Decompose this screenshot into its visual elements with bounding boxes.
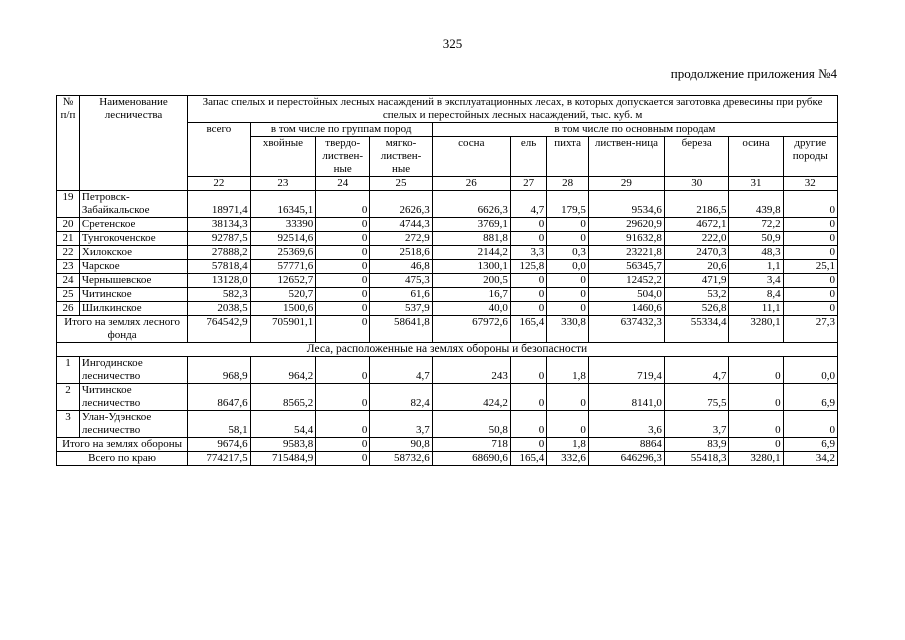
column-number: 28 xyxy=(547,177,589,191)
header-stock: Запас спелых и перестойных лесных насаждений в эксплуатационных лесах, в которых допускается заготовка древесины при рубке спелых и перестойных лесных насаждений, тыс. куб. м xyxy=(188,96,838,123)
value-cell: 4,7 xyxy=(370,357,432,384)
table-row xyxy=(57,384,838,411)
value-cell: 964,2 xyxy=(250,357,316,384)
header-fir: пихта xyxy=(547,137,589,177)
subtotal-defense-row xyxy=(57,438,838,452)
forestry-name: Чарское xyxy=(79,260,187,274)
value-cell: 0 xyxy=(316,191,370,218)
forestry-name: Хилокское xyxy=(79,246,187,260)
value-cell: 582,3 xyxy=(188,288,250,302)
forest-fund-rows xyxy=(57,191,838,316)
value-cell: 637432,3 xyxy=(588,316,664,343)
row-number: 3 xyxy=(57,411,80,438)
value-cell: 0 xyxy=(729,357,783,384)
value-cell: 165,4 xyxy=(510,452,546,466)
value-cell: 6,9 xyxy=(783,384,837,411)
header-other: другие породы xyxy=(783,137,837,177)
value-cell: 0 xyxy=(316,316,370,343)
page-number: 325 xyxy=(442,36,463,51)
value-cell: 0 xyxy=(510,438,546,452)
value-cell: 0 xyxy=(783,191,837,218)
value-cell: 0 xyxy=(547,218,589,232)
header-softwood: мягко-листвен-ные xyxy=(370,137,432,177)
value-cell: 8141,0 xyxy=(588,384,664,411)
value-cell: 29620,9 xyxy=(588,218,664,232)
value-cell: 0 xyxy=(729,438,783,452)
row-number: 22 xyxy=(57,246,80,260)
table-row xyxy=(57,246,838,260)
value-cell: 0,0 xyxy=(783,357,837,384)
value-cell: 1,1 xyxy=(729,260,783,274)
column-number: 25 xyxy=(370,177,432,191)
value-cell: 0 xyxy=(783,232,837,246)
header-aspen: осина xyxy=(729,137,783,177)
table-row xyxy=(57,218,838,232)
value-cell: 718 xyxy=(432,438,510,452)
value-cell: 330,8 xyxy=(547,316,589,343)
value-cell: 332,6 xyxy=(547,452,589,466)
header-coniferous: хвойные xyxy=(250,137,316,177)
value-cell: 0 xyxy=(316,260,370,274)
value-cell: 0,0 xyxy=(547,260,589,274)
header-birch: береза xyxy=(664,137,729,177)
value-cell: 646296,3 xyxy=(588,452,664,466)
forestry-name: Чернышевское xyxy=(79,274,187,288)
header-larch: листвен-ница xyxy=(588,137,664,177)
value-cell: 0 xyxy=(316,288,370,302)
value-cell: 27888,2 xyxy=(188,246,250,260)
value-cell: 0 xyxy=(510,288,546,302)
value-cell: 9583,8 xyxy=(250,438,316,452)
row-number: 25 xyxy=(57,288,80,302)
value-cell: 12652,7 xyxy=(250,274,316,288)
value-cell: 0 xyxy=(510,274,546,288)
value-cell: 471,9 xyxy=(664,274,729,288)
value-cell: 40,0 xyxy=(432,302,510,316)
value-cell: 50,8 xyxy=(432,411,510,438)
value-cell: 0 xyxy=(316,384,370,411)
value-cell: 18971,4 xyxy=(188,191,250,218)
value-cell: 1300,1 xyxy=(432,260,510,274)
column-number: 23 xyxy=(250,177,316,191)
value-cell: 92787,5 xyxy=(188,232,250,246)
value-cell: 243 xyxy=(432,357,510,384)
value-cell: 764542,9 xyxy=(188,316,250,343)
value-cell: 0 xyxy=(783,288,837,302)
defense-lands-rows xyxy=(57,357,838,438)
value-cell: 0 xyxy=(510,384,546,411)
header-name: Наименование лесничества xyxy=(79,96,187,191)
value-cell: 968,9 xyxy=(188,357,250,384)
value-cell: 2518,6 xyxy=(370,246,432,260)
value-cell: 58641,8 xyxy=(370,316,432,343)
forestry-name: Читинское xyxy=(79,288,187,302)
forest-stock-table xyxy=(56,95,838,466)
row-number: 20 xyxy=(57,218,80,232)
value-cell: 0 xyxy=(316,218,370,232)
value-cell: 200,5 xyxy=(432,274,510,288)
row-number: 24 xyxy=(57,274,80,288)
value-cell: 16,7 xyxy=(432,288,510,302)
column-number: 29 xyxy=(588,177,664,191)
value-cell: 8647,6 xyxy=(188,384,250,411)
value-cell: 90,8 xyxy=(370,438,432,452)
value-cell: 475,3 xyxy=(370,274,432,288)
value-cell: 0 xyxy=(510,218,546,232)
value-cell: 25,1 xyxy=(783,260,837,274)
value-cell: 3,7 xyxy=(664,411,729,438)
value-cell: 23221,8 xyxy=(588,246,664,260)
value-cell: 439,8 xyxy=(729,191,783,218)
value-cell: 424,2 xyxy=(432,384,510,411)
value-cell: 9534,6 xyxy=(588,191,664,218)
column-number: 32 xyxy=(783,177,837,191)
value-cell: 16345,1 xyxy=(250,191,316,218)
value-cell: 3,4 xyxy=(729,274,783,288)
value-cell: 3280,1 xyxy=(729,316,783,343)
column-number: 30 xyxy=(664,177,729,191)
row-number: 1 xyxy=(57,357,80,384)
value-cell: 57818,4 xyxy=(188,260,250,274)
value-cell: 4744,3 xyxy=(370,218,432,232)
row-number: 2 xyxy=(57,384,80,411)
value-cell: 11,1 xyxy=(729,302,783,316)
value-cell: 0 xyxy=(783,302,837,316)
value-cell: 27,3 xyxy=(783,316,837,343)
header-pine: сосна xyxy=(432,137,510,177)
table-row xyxy=(57,357,838,384)
value-cell: 0 xyxy=(547,302,589,316)
column-number: 31 xyxy=(729,177,783,191)
forestry-name: Сретенское xyxy=(79,218,187,232)
value-cell: 0 xyxy=(316,438,370,452)
value-cell: 25369,6 xyxy=(250,246,316,260)
value-cell: 0 xyxy=(547,274,589,288)
value-cell: 55418,3 xyxy=(664,452,729,466)
value-cell: 0 xyxy=(510,232,546,246)
forestry-name: Читинское лесничество xyxy=(79,384,187,411)
forestry-name: Шилкинское xyxy=(79,302,187,316)
value-cell: 179,5 xyxy=(547,191,589,218)
value-cell: 526,8 xyxy=(664,302,729,316)
value-cell: 48,3 xyxy=(729,246,783,260)
value-cell: 38134,3 xyxy=(188,218,250,232)
value-cell: 8565,2 xyxy=(250,384,316,411)
value-cell: 6626,3 xyxy=(432,191,510,218)
value-cell: 67972,6 xyxy=(432,316,510,343)
value-cell: 272,9 xyxy=(370,232,432,246)
value-cell: 33390 xyxy=(250,218,316,232)
value-cell: 0 xyxy=(510,411,546,438)
value-cell: 3,3 xyxy=(510,246,546,260)
value-cell: 1,8 xyxy=(547,438,589,452)
value-cell: 53,2 xyxy=(664,288,729,302)
table-row xyxy=(57,274,838,288)
total-region-row xyxy=(57,452,838,466)
value-cell: 719,4 xyxy=(588,357,664,384)
value-cell: 222,0 xyxy=(664,232,729,246)
header-by-species: в том числе по основным породам xyxy=(432,123,837,137)
value-cell: 34,2 xyxy=(783,452,837,466)
value-cell: 68690,6 xyxy=(432,452,510,466)
value-cell: 92514,6 xyxy=(250,232,316,246)
table-row xyxy=(57,232,838,246)
value-cell: 520,7 xyxy=(250,288,316,302)
value-cell: 0 xyxy=(729,384,783,411)
forestry-name: Ингодинское лесничество xyxy=(79,357,187,384)
value-cell: 0 xyxy=(783,274,837,288)
value-cell: 165,4 xyxy=(510,316,546,343)
value-cell: 58732,6 xyxy=(370,452,432,466)
header-num: № п/п xyxy=(57,96,80,191)
value-cell: 537,9 xyxy=(370,302,432,316)
value-cell: 12452,2 xyxy=(588,274,664,288)
value-cell: 55334,4 xyxy=(664,316,729,343)
table-row xyxy=(57,260,838,274)
value-cell: 2144,2 xyxy=(432,246,510,260)
header-row-1 xyxy=(57,96,838,123)
value-cell: 774217,5 xyxy=(188,452,250,466)
forestry-name: Петровск-Забайкальское xyxy=(79,191,187,218)
row-number: 21 xyxy=(57,232,80,246)
value-cell: 1,8 xyxy=(547,357,589,384)
row-number: 23 xyxy=(57,260,80,274)
column-number: 26 xyxy=(432,177,510,191)
row-number: 19 xyxy=(57,191,80,218)
value-cell: 61,6 xyxy=(370,288,432,302)
value-cell: 2038,5 xyxy=(188,302,250,316)
header-spruce: ель xyxy=(510,137,546,177)
value-cell: 0 xyxy=(510,357,546,384)
header-by-groups: в том числе по группам пород xyxy=(250,123,432,137)
header-total: всего xyxy=(188,123,250,177)
value-cell: 0 xyxy=(783,246,837,260)
value-cell: 2470,3 xyxy=(664,246,729,260)
column-number: 24 xyxy=(316,177,370,191)
value-cell: 0 xyxy=(783,411,837,438)
value-cell: 3,7 xyxy=(370,411,432,438)
value-cell: 0,3 xyxy=(547,246,589,260)
value-cell: 504,0 xyxy=(588,288,664,302)
value-cell: 2626,3 xyxy=(370,191,432,218)
value-cell: 82,4 xyxy=(370,384,432,411)
value-cell: 0 xyxy=(316,357,370,384)
forestry-name: Тунгокоченское xyxy=(79,232,187,246)
value-cell: 0 xyxy=(547,288,589,302)
summary-label: Всего по краю xyxy=(57,452,188,466)
value-cell: 54,4 xyxy=(250,411,316,438)
value-cell: 91632,8 xyxy=(588,232,664,246)
value-cell: 50,9 xyxy=(729,232,783,246)
table-row xyxy=(57,411,838,438)
value-cell: 715484,9 xyxy=(250,452,316,466)
value-cell: 46,8 xyxy=(370,260,432,274)
value-cell: 4672,1 xyxy=(664,218,729,232)
table-row xyxy=(57,288,838,302)
value-cell: 4,7 xyxy=(664,357,729,384)
value-cell: 6,9 xyxy=(783,438,837,452)
table-row xyxy=(57,302,838,316)
value-cell: 0 xyxy=(547,232,589,246)
value-cell: 0 xyxy=(316,302,370,316)
value-cell: 8864 xyxy=(588,438,664,452)
value-cell: 0 xyxy=(547,384,589,411)
value-cell: 0 xyxy=(547,411,589,438)
column-number: 22 xyxy=(188,177,250,191)
value-cell: 3,6 xyxy=(588,411,664,438)
column-number: 27 xyxy=(510,177,546,191)
header-hardwood: твердо-листвен-ные xyxy=(316,137,370,177)
summary-label: Итого на землях обороны xyxy=(57,438,188,452)
value-cell: 0 xyxy=(316,246,370,260)
subtotal-forest-row xyxy=(57,316,838,343)
row-number: 26 xyxy=(57,302,80,316)
value-cell: 75,5 xyxy=(664,384,729,411)
value-cell: 1460,6 xyxy=(588,302,664,316)
value-cell: 4,7 xyxy=(510,191,546,218)
value-cell: 0 xyxy=(316,452,370,466)
value-cell: 9674,6 xyxy=(188,438,250,452)
section-title: Леса, расположенные на землях обороны и безопасности xyxy=(57,343,838,357)
table-row xyxy=(57,191,838,218)
value-cell: 57771,6 xyxy=(250,260,316,274)
forestry-name: Улан-Удэнское лесничество xyxy=(79,411,187,438)
value-cell: 0 xyxy=(316,411,370,438)
value-cell: 83,9 xyxy=(664,438,729,452)
value-cell: 0 xyxy=(510,302,546,316)
value-cell: 72,2 xyxy=(729,218,783,232)
value-cell: 3280,1 xyxy=(729,452,783,466)
value-cell: 705901,1 xyxy=(250,316,316,343)
value-cell: 2186,5 xyxy=(664,191,729,218)
value-cell: 56345,7 xyxy=(588,260,664,274)
value-cell: 3769,1 xyxy=(432,218,510,232)
value-cell: 125,8 xyxy=(510,260,546,274)
value-cell: 0 xyxy=(316,274,370,288)
value-cell: 881,8 xyxy=(432,232,510,246)
value-cell: 1500,6 xyxy=(250,302,316,316)
value-cell: 20,6 xyxy=(664,260,729,274)
value-cell: 0 xyxy=(729,411,783,438)
value-cell: 58,1 xyxy=(188,411,250,438)
appendix-caption: продолжение приложения №4 xyxy=(670,66,837,81)
summary-label: Итого на землях лесного фонда xyxy=(57,316,188,343)
value-cell: 0 xyxy=(783,218,837,232)
value-cell: 0 xyxy=(316,232,370,246)
value-cell: 13128,0 xyxy=(188,274,250,288)
value-cell: 8,4 xyxy=(729,288,783,302)
section-title-row xyxy=(57,343,838,357)
